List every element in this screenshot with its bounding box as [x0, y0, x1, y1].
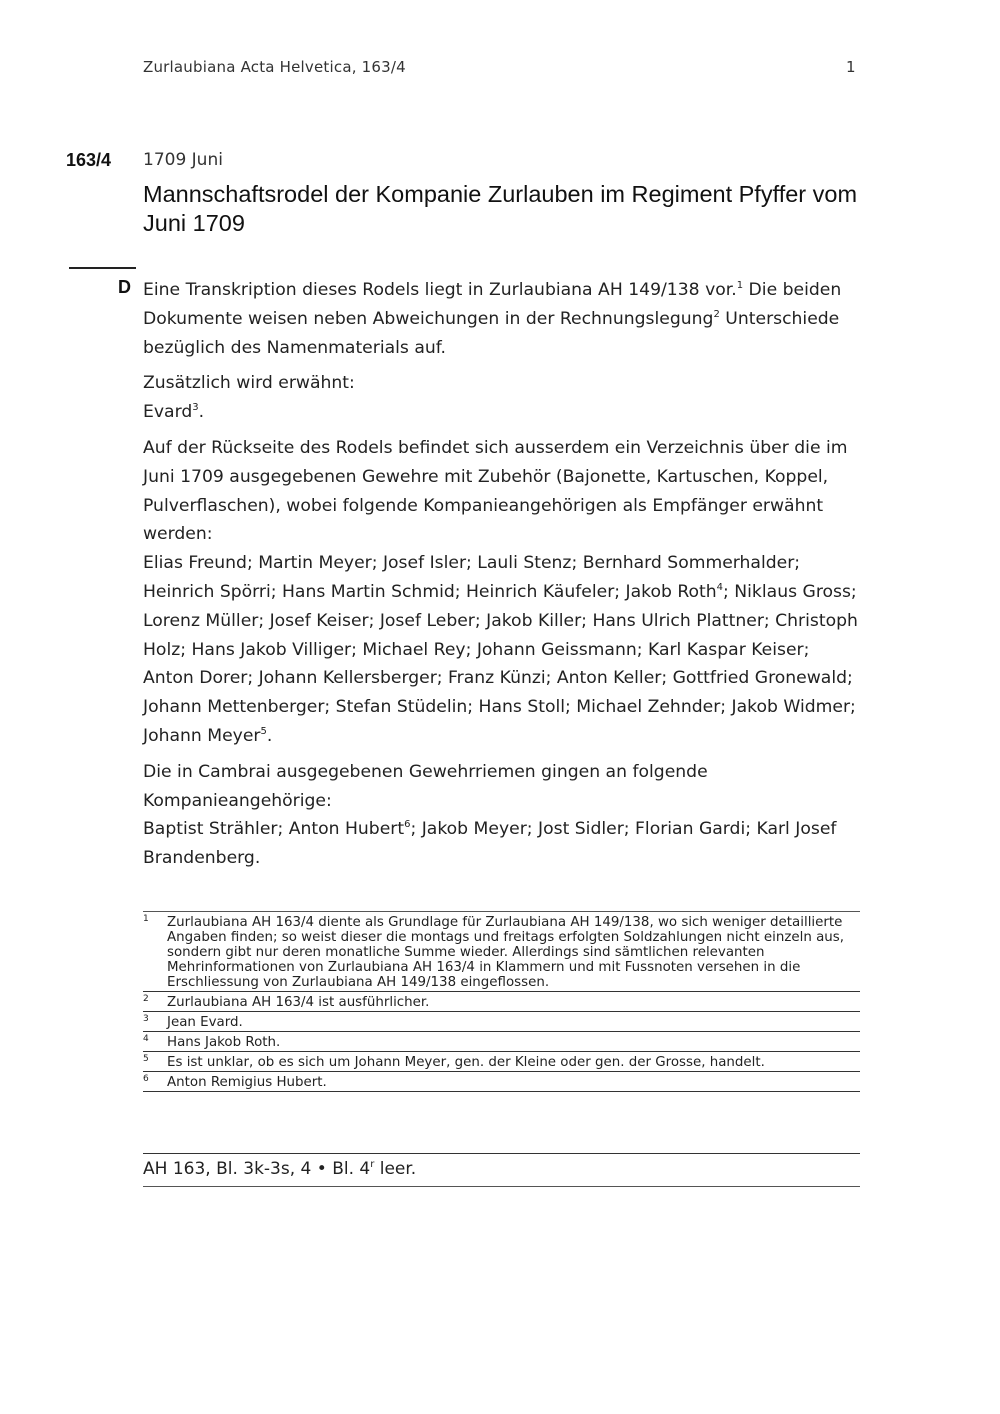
footnote-number: 1 — [143, 914, 149, 924]
footnote — [143, 1012, 860, 1032]
footnote — [143, 1072, 860, 1092]
page-number: 1 — [846, 58, 856, 76]
section-letter: D — [118, 277, 131, 297]
source-reference: AH 163, Bl. 3k-3s, 4 • Bl. 4$^r$ leer. — [143, 1153, 860, 1187]
paragraph-additional: Zusätzlich wird erwähnt: Evard$^3$. — [143, 373, 355, 423]
footnote — [143, 912, 860, 992]
footnotes — [143, 911, 860, 1092]
footnote-text: Hans Jakob Roth. — [167, 1035, 281, 1050]
footnote-ref[interactable]: 5 — [260, 725, 267, 737]
footnote-ref[interactable]: 2 — [713, 308, 720, 320]
footnote — [143, 992, 860, 1012]
running-header: Zurlaubiana Acta Helvetica, 163/4 — [143, 58, 406, 76]
paragraph-transcription: Eine Transkription dieses Rodels liegt in Zurlaubiana AH 149/138 vor.$^1$ Die beiden Dokumente weisen neben Abweichungen in der Rechnungslegung$^2$ Unterschiede bezüglich des Namenmaterials auf. — [143, 280, 842, 358]
document-number: 163/4 — [66, 150, 112, 170]
footnote — [143, 1032, 860, 1052]
document-date: 1709 Juni — [143, 150, 223, 170]
footnote-text: Jean Evard. — [167, 1015, 243, 1030]
footnote-number: 6 — [143, 1074, 149, 1084]
body-text — [143, 276, 863, 880]
footnote — [143, 1052, 860, 1072]
footnote-number: 5 — [143, 1054, 149, 1064]
footnote-text: Anton Remigius Hubert. — [167, 1075, 327, 1090]
margin-rule — [69, 267, 136, 269]
footnote-text: Zurlaubiana AH 163/4 ist ausführlicher. — [167, 995, 430, 1010]
paragraph-rifles: Auf der Rückseite des Rodels befindet sich ausserdem ein Verzeichnis über die im Juni 1709 ausgegebenen Gewehre mit Zubehör (Bajonette, Kartuschen, Koppel, Pulverflaschen), wobei folgende Kompanieangehörigen als Empfänger erwähnt werden: Elias Freund; Martin Meyer; Josef Isler; Lauli Stenz; Bernhard Sommerhalder; Heinrich Spörri; Hans Martin Schmid; Heinrich Käufeler; Jakob Roth$^4$; Niklaus Gross; Lorenz Müller; Josef Keiser; Josef Leber; Jakob Killer; Hans Ulrich Plattner; Christoph Holz; Hans Jakob Villiger; Michael Rey; Johann Geissmann; Karl Kaspar Keiser; Anton Dorer; Johann Kellersberger; Franz Künzi; Anton Keller; Gottfried Gronewald; Johann Mettenberger; Stefan Stüdelin; Hans Stoll; Michael Zehnder; Jakob Widmer; Johann Meyer$^5$. — [143, 437, 858, 746]
footnote-text: Es ist unklar, ob es sich um Johann Meyer, gen. der Kleine oder gen. der Grosse, handelt. — [167, 1055, 765, 1070]
footnote-number: 3 — [143, 1014, 149, 1024]
footnote-ref[interactable]: 3 — [192, 402, 199, 414]
footnote-ref[interactable]: 4 — [716, 581, 724, 593]
footnote-text: Zurlaubiana AH 163/4 diente als Grundlage für Zurlaubiana AH 149/138, wo sich weniger detaillierte Angaben finden; so weist dieser die montags und freitags erfolgten Soldzahlungen nicht einzeln aus, sondern gibt nur deren monatliche Summe wieder. Allerdings sind sämtlichen relevanten Mehrinformationen von Zurlaubiana AH 163/4 in Klammern und mit Fussnoten versehen in die Erschliessung von Zurlaubiana AH 149/138 eingeflossen. — [167, 915, 845, 990]
document-title: Mannschaftsrodel der Kompanie Zurlauben im Regiment Pfyffer vom Juni 1709 — [143, 181, 858, 236]
footnote-ref[interactable]: 1 — [736, 280, 744, 291]
footnote-number: 2 — [143, 994, 149, 1004]
footnote-number: 4 — [143, 1034, 149, 1044]
paragraph-straps: Die in Cambrai ausgegebenen Gewehrriemen gingen an folgende Kompanieangehörige: Baptist Strähler; Anton Hubert$^6$; Jakob Meyer; Jost Sidler; Florian Gardi; Karl Josef Brandenberg. — [143, 761, 837, 869]
footnote-ref[interactable]: 6 — [404, 819, 411, 831]
